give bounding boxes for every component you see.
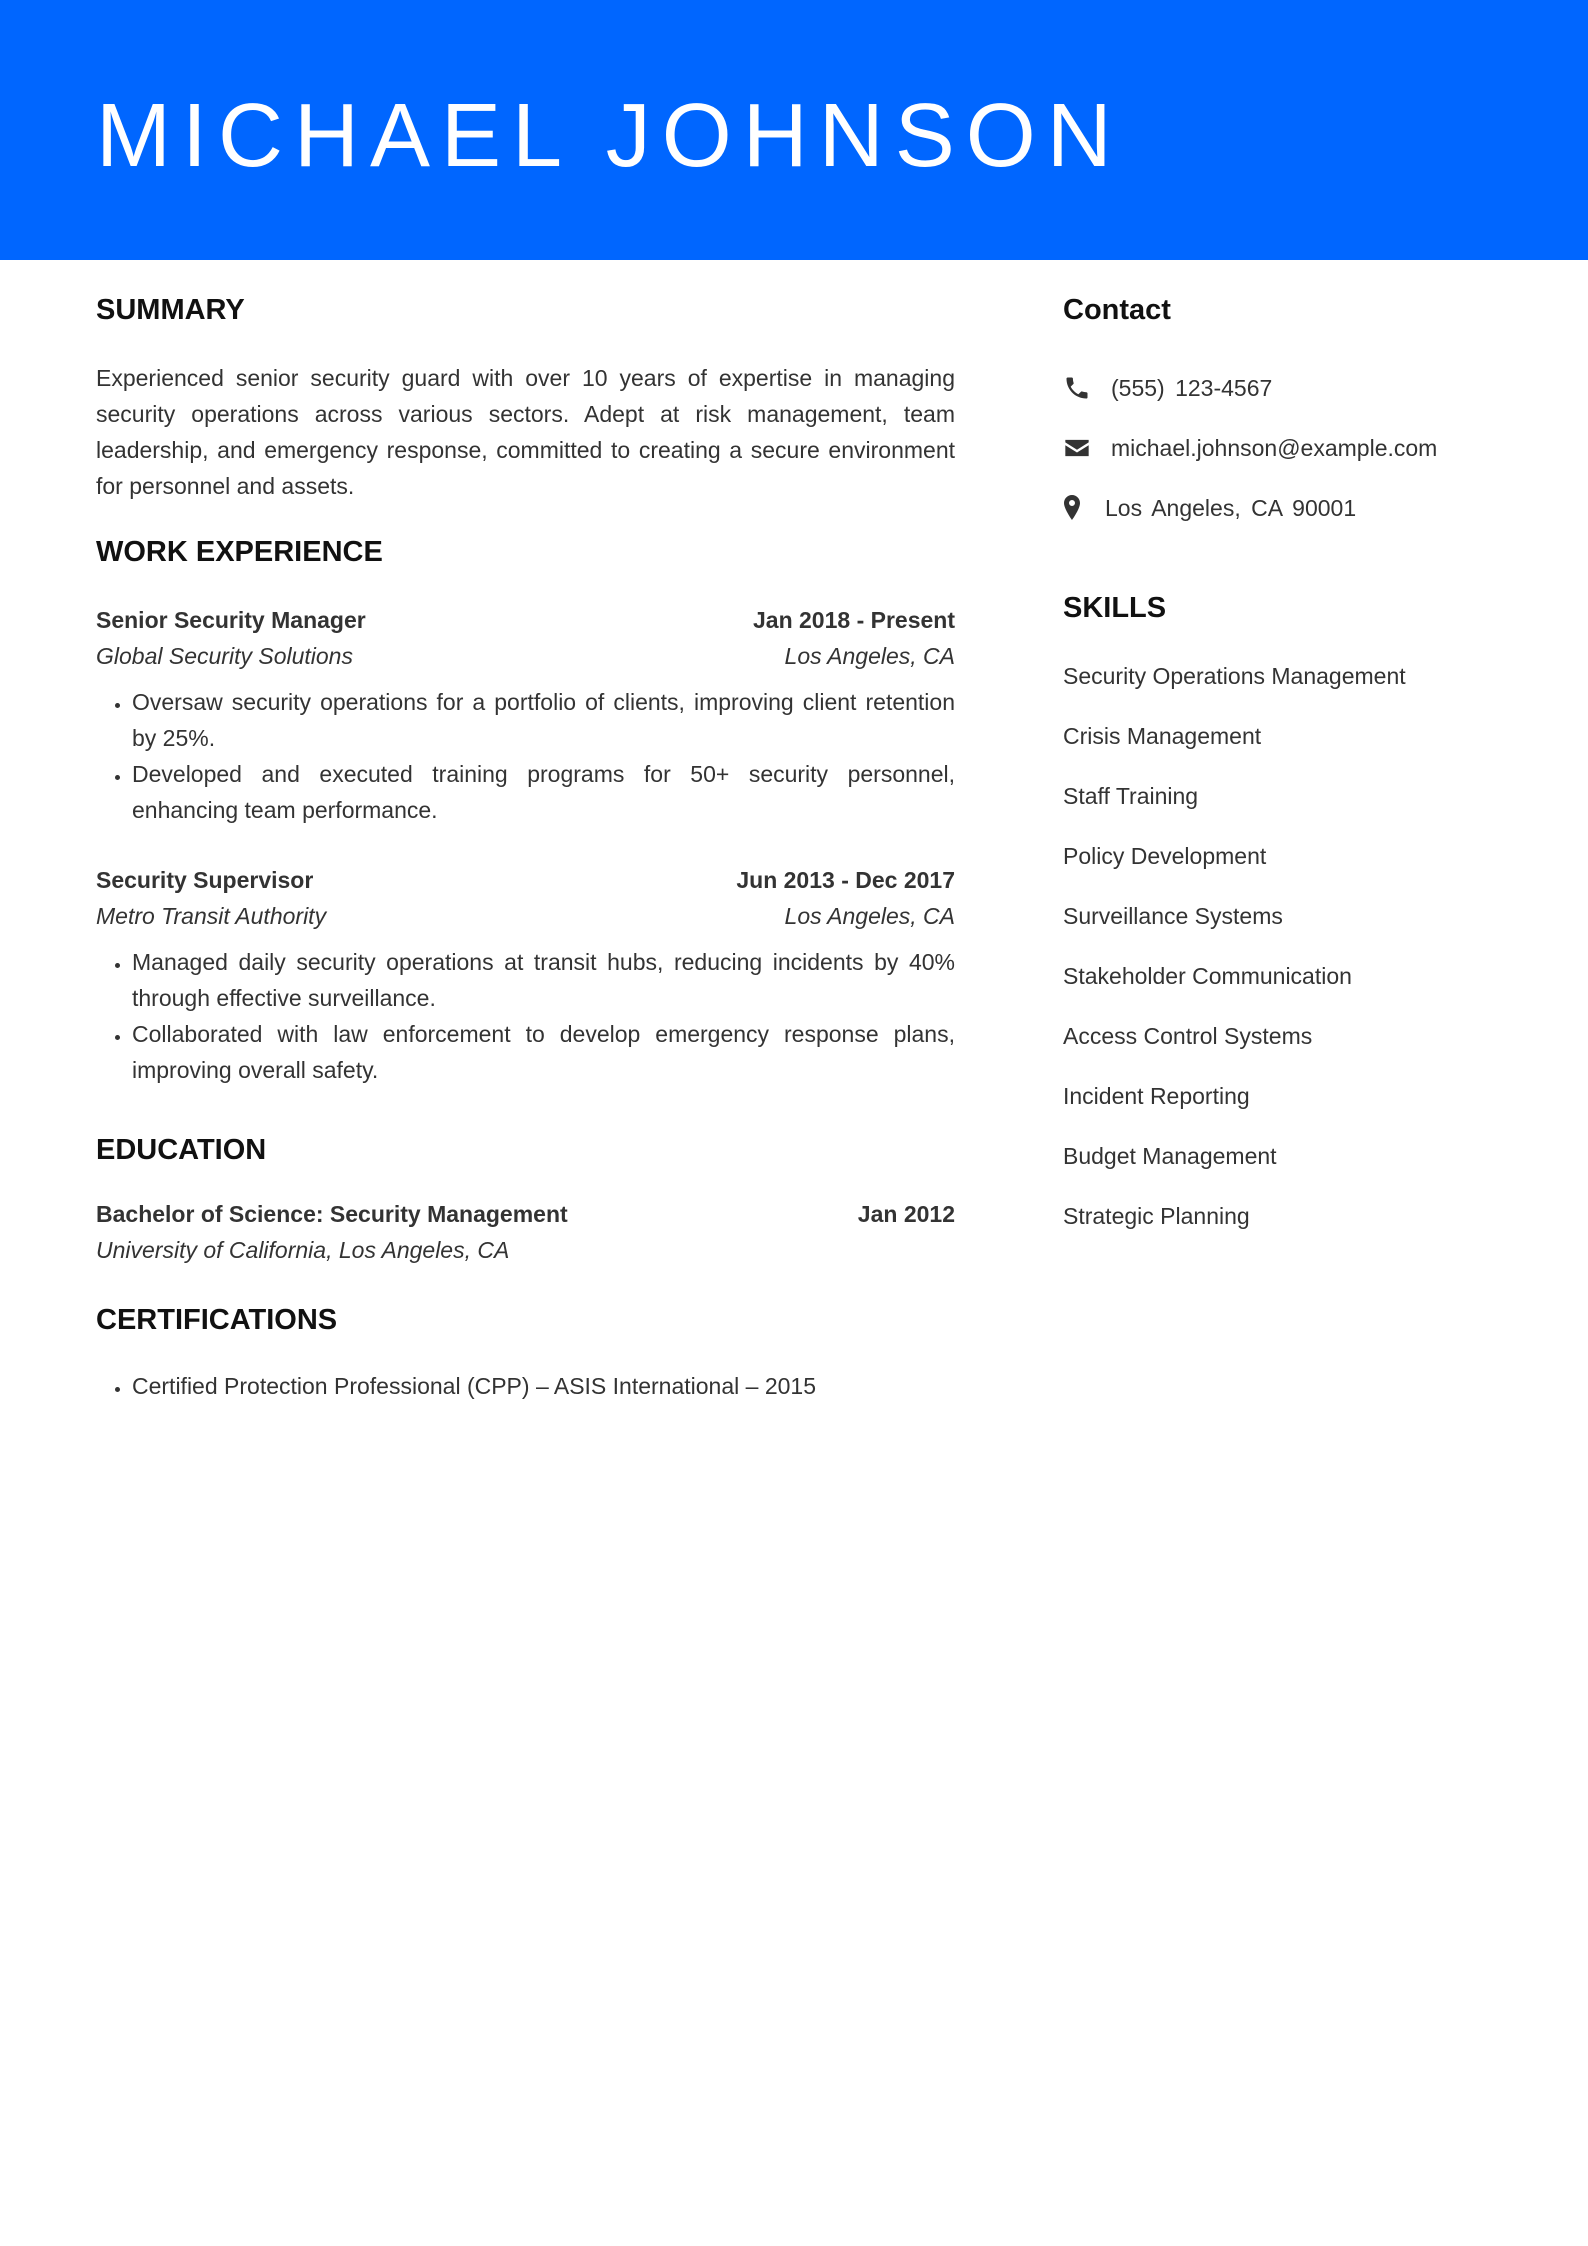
job-title: Security Supervisor	[96, 867, 314, 893]
certifications-heading: CERTIFICATIONS	[96, 1304, 338, 1336]
job-bullet: • Developed and executed training programs for 50+ security personnel, enhancing team performance.	[132, 756, 955, 828]
job-bullet: • Collaborated with law enforcement to develop emergency response plans, improving overall safety.	[132, 1016, 955, 1088]
skill-item: Crisis Management	[1063, 723, 1262, 749]
skill-item: Budget Management	[1063, 1143, 1277, 1169]
job-bullets	[96, 684, 955, 828]
skill-item: Strategic Planning	[1063, 1203, 1250, 1229]
skill-item: Incident Reporting	[1063, 1083, 1250, 1109]
school: University of California, Los Angeles, CA	[96, 1237, 510, 1263]
skill-item: Staff Training	[1063, 783, 1199, 809]
job-header-row	[96, 862, 955, 898]
education-header-row	[96, 1196, 955, 1232]
job-dates: Jan 2018 - Present	[752, 607, 955, 633]
job-company-row	[96, 638, 955, 674]
header-banner	[0, 0, 1588, 260]
education-entry	[96, 1196, 955, 1268]
skill-item: Stakeholder Communication	[1063, 963, 1352, 989]
email-address[interactable]: michael.johnson@example.com	[1111, 435, 1438, 461]
job-dates: Jun 2013 - Dec 2017	[736, 867, 955, 893]
job-title: Senior Security Manager	[96, 607, 366, 633]
job-bullets	[96, 944, 955, 1088]
phone-number[interactable]: (555) 123-4567	[1111, 375, 1273, 401]
education-date: Jan 2012	[857, 1201, 955, 1227]
job-company: Metro Transit Authority	[96, 903, 327, 929]
skill-item: Access Control Systems	[1063, 1023, 1313, 1049]
contact-location	[1063, 490, 1356, 526]
certifications-list	[96, 1368, 955, 1404]
skill-item: Surveillance Systems	[1063, 903, 1283, 929]
job-header-row	[96, 602, 955, 638]
job-bullet: • Managed daily security operations at transit hubs, reducing incidents by 40% through effective surveillance.	[132, 944, 955, 1016]
skill-item: Security Operations Management	[1063, 663, 1406, 689]
phone-icon	[1063, 374, 1091, 402]
education-heading: EDUCATION	[96, 1134, 267, 1166]
certification-item: • Certified Protection Professional (CPP) – ASIS International – 2015	[132, 1368, 955, 1404]
contact-email	[1063, 430, 1437, 466]
skills-list	[1063, 658, 1406, 1258]
summary-text: Experienced senior security guard with over 10 years of expertise in managing security operations across various sectors. Adept at risk management, team leadership, and emergency response, committed to creating a secure environment for personnel and assets.	[96, 365, 955, 499]
job-entry	[96, 862, 955, 1088]
envelope-icon	[1063, 434, 1091, 462]
skill-item: Policy Development	[1063, 843, 1267, 869]
contact-phone	[1063, 370, 1272, 406]
job-company: Global Security Solutions	[96, 643, 353, 669]
map-pin-icon	[1063, 494, 1081, 522]
summary-heading: SUMMARY	[96, 294, 245, 326]
contact-heading: Contact	[1063, 294, 1171, 326]
education-school-row	[96, 1232, 955, 1268]
certification-bullets	[96, 1368, 955, 1404]
job-location: Los Angeles, CA	[784, 643, 955, 669]
job-bullet: • Oversaw security operations for a portfolio of clients, improving client retention by 25%.	[132, 684, 955, 756]
work-experience-heading: WORK EXPERIENCE	[96, 536, 383, 568]
job-entry	[96, 602, 955, 828]
job-location: Los Angeles, CA	[784, 903, 955, 929]
job-company-row	[96, 898, 955, 934]
candidate-name: MICHAEL JOHNSON	[96, 86, 1123, 186]
skills-heading: SKILLS	[1063, 592, 1167, 624]
location-text: Los Angeles, CA 90001	[1105, 495, 1357, 521]
degree: Bachelor of Science: Security Management	[96, 1201, 568, 1227]
